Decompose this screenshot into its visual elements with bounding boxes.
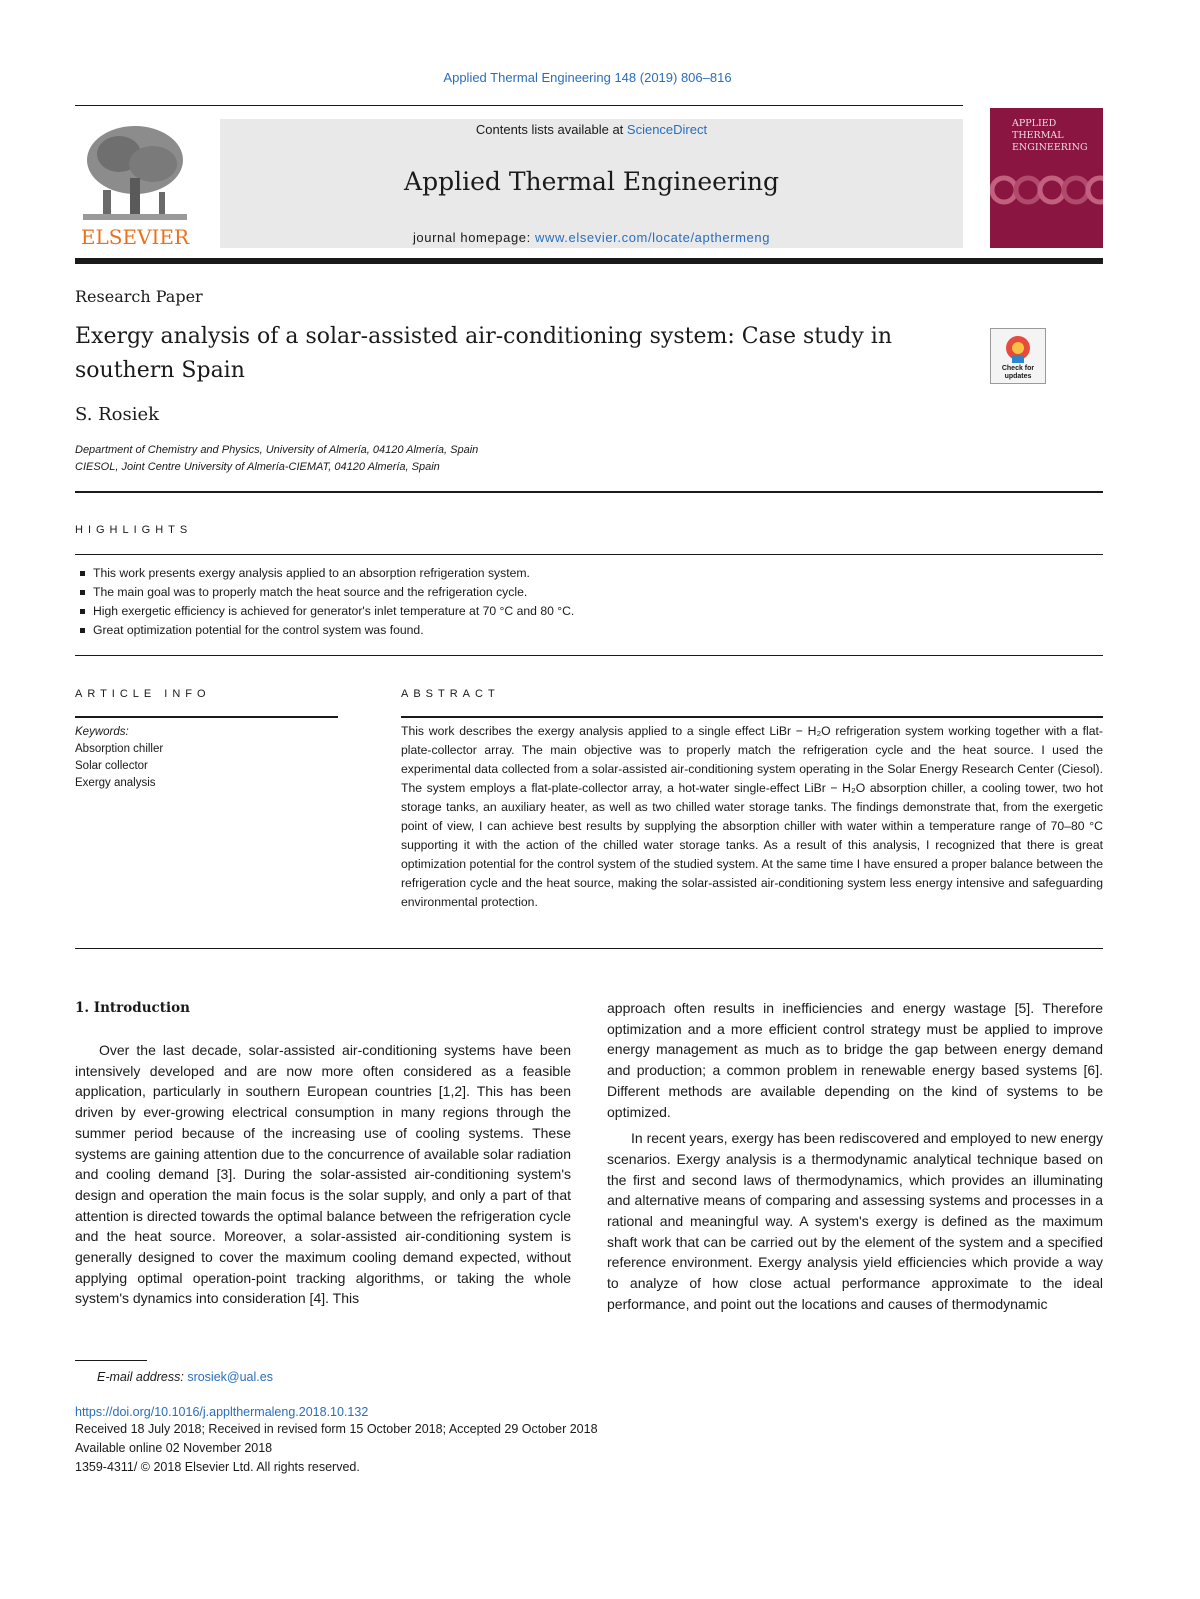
homepage-line xyxy=(220,230,963,245)
keyword: Solar collector xyxy=(75,760,148,772)
publisher-wordmark: ELSEVIER xyxy=(80,225,190,249)
journal-cover[interactable] xyxy=(990,108,1103,248)
abstract-rule xyxy=(401,716,1103,718)
article-type-label: Research Paper xyxy=(75,287,203,306)
body-column-right xyxy=(607,998,1103,1315)
author-name: S. Rosiek xyxy=(75,404,160,425)
bullet-icon xyxy=(80,571,85,576)
highlight-item xyxy=(80,566,530,580)
highlight-text: High exergetic efficiency is achieved for generator's inlet temperature at 70 °C and 80 °C. xyxy=(93,604,575,618)
keyword: Exergy analysis xyxy=(75,777,156,789)
footnote-rule xyxy=(75,1360,147,1361)
abstract-text: This work describes the exergy analysis applied to a single effect LiBr − H₂O refrigeration system working together with a flat-plate-collector array. The main objective was to properly match the refrigeration cycle and the heat source. I used the experimental data collected from a solar-assisted air-conditioning system operating in the Solar Energy Research Center (Ciesol). The system employs a flat-plate-collector array, a hot-water single-effect LiBr − H₂O absorption chiller, a cooling tower, two hot storage tanks, an auxiliary heater, as well as two chilled water storage tanks. The findings demonstrate that, from the exergetic point of view, I can achieve best results by supplying the absorption chiller with water within a temperature range of 70–80 °C supporting it with the action of the chilled water storage tanks. As a result of this analysis, I recognized that there is great optimization potential for the control system of the studied system. At the same time I have ensured a proper balance between the refrigeration cycle and the heat source, making the solar-assisted air-conditioning system less energy intensive and safeguarding environmental protection. xyxy=(401,724,1103,909)
available-online: Available online 02 November 2018 xyxy=(75,1441,273,1455)
cover-pattern-icon xyxy=(990,170,1103,210)
highlights-heading: HIGHLIGHTS xyxy=(75,524,193,536)
highlight-text: The main goal was to properly match the heat source and the refrigeration cycle. xyxy=(93,585,528,599)
highlight-text: Great optimization potential for the control system was found. xyxy=(93,623,424,637)
elsevier-logo xyxy=(75,120,195,248)
email-link[interactable]: srosiek@ual.es xyxy=(187,1370,273,1384)
email-footnote xyxy=(97,1370,273,1384)
highlights-bottom-rule xyxy=(75,655,1103,656)
body-column-left xyxy=(75,1040,571,1309)
highlight-text: This work presents exergy analysis applied to an absorption refrigeration system. xyxy=(93,566,530,580)
article-info-rule xyxy=(75,716,338,718)
doi-link[interactable]: https://doi.org/10.1016/j.applthermaleng.2018.10.132 xyxy=(75,1405,369,1419)
header-top-rule xyxy=(75,105,963,106)
received-dates: Received 18 July 2018; Received in revised form 15 October 2018; Accepted 29 October 2018 xyxy=(75,1422,598,1436)
bullet-icon xyxy=(80,628,85,633)
crossmark-label: Check for updates xyxy=(1001,365,1035,380)
body-paragraph: approach often results in inefficiencies and energy wastage [5]. Therefore optimization and a more efficient control strategy must be applied to improve energy management as much as to bridge the gap between energy demand and production; a common problem in renewable energy based systems [6]. Different methods are available depending on the kind of systems to be optimized. xyxy=(607,1000,1103,1120)
email-label: E-mail address: xyxy=(97,1370,188,1384)
highlight-item xyxy=(80,604,574,618)
cover-title-line: THERMAL xyxy=(1012,130,1064,141)
journal-reference[interactable]: Applied Thermal Engineering 148 (2019) 806–816 xyxy=(443,70,732,85)
section-heading-introduction: 1. Introduction xyxy=(75,1000,190,1016)
paper-title: Exergy analysis of a solar-assisted air-conditioning system: Case study in southern Spain xyxy=(75,324,892,383)
bullet-icon xyxy=(80,590,85,595)
highlights-top-rule xyxy=(75,554,1103,555)
article-info-heading: ARTICLE INFO xyxy=(75,688,211,700)
affiliation: CIESOL, Joint Centre University of Almería-CIEMAT, 04120 Almería, Spain xyxy=(75,461,440,473)
title-bottom-rule xyxy=(75,491,1103,493)
header-thick-rule xyxy=(75,258,1103,264)
bullet-icon xyxy=(80,609,85,614)
keywords-label: Keywords: xyxy=(75,726,129,738)
copyright-line: 1359-4311/ © 2018 Elsevier Ltd. All rights reserved. xyxy=(75,1460,360,1474)
cover-title xyxy=(1012,118,1088,154)
sciencedirect-link[interactable]: ScienceDirect xyxy=(626,122,708,137)
highlight-item xyxy=(80,585,527,599)
cover-title-line: ENGINEERING xyxy=(1012,142,1088,153)
homepage-prefix: journal homepage: xyxy=(412,230,536,245)
journal-homepage-link[interactable]: www.elsevier.com/locate/apthermeng xyxy=(535,230,771,245)
journal-title: Applied Thermal Engineering xyxy=(404,167,779,196)
contents-line xyxy=(220,122,963,137)
keyword: Absorption chiller xyxy=(75,743,164,755)
contents-prefix: Contents lists available at xyxy=(475,122,627,137)
crossmark-badge[interactable] xyxy=(990,328,1046,384)
affiliation: Department of Chemistry and Physics, University of Almería, 04120 Almería, Spain xyxy=(75,444,479,456)
highlight-item xyxy=(80,623,424,637)
body-paragraph: Over the last decade, solar-assisted air-conditioning systems have been intensively developed and are now more often considered as a feasible application, particularly in southern European countries [1,2]. This has been driven by ever-growing electrical consumption in many regions through the summer period because of the increasing use of cooling systems. These systems are gaining attention due to the concurrence of available solar radiation and cooling demand [3]. During the solar-assisted air-conditioning system's design and operation the main focus is the solar supply, and only a part of that attention is directed towards the optimal balance between the refrigeration cycle and the heat source. Moreover, a solar-assisted air-conditioning system is generally designed to cover the maximum cooling demand expected, without applying optimal operation-point tracking algorithms, or taking the whole system's dynamics into consideration [4]. This xyxy=(75,1042,571,1307)
body-paragraph: In recent years, exergy has been rediscovered and employed to new energy scenarios. Exergy analysis is a thermodynamic analytical technique based on the first and second laws of thermodynamics, which provides an illuminating and alternative means of comparing and assessing systems and processes in a rational and meaningful way. A system's exergy is defined as the maximum shaft work that can be carried out by the element of the system and a specified reference environment. Exergy analysis yield efficiencies which provide a way to analyze of how close actual performance approximate to the ideal performance, and point out the locations and causes of thermodynamic xyxy=(607,1130,1103,1312)
abstract-heading: ABSTRACT xyxy=(401,688,500,700)
abstract-bottom-rule xyxy=(75,948,1103,949)
cover-title-line: APPLIED xyxy=(1012,118,1057,129)
